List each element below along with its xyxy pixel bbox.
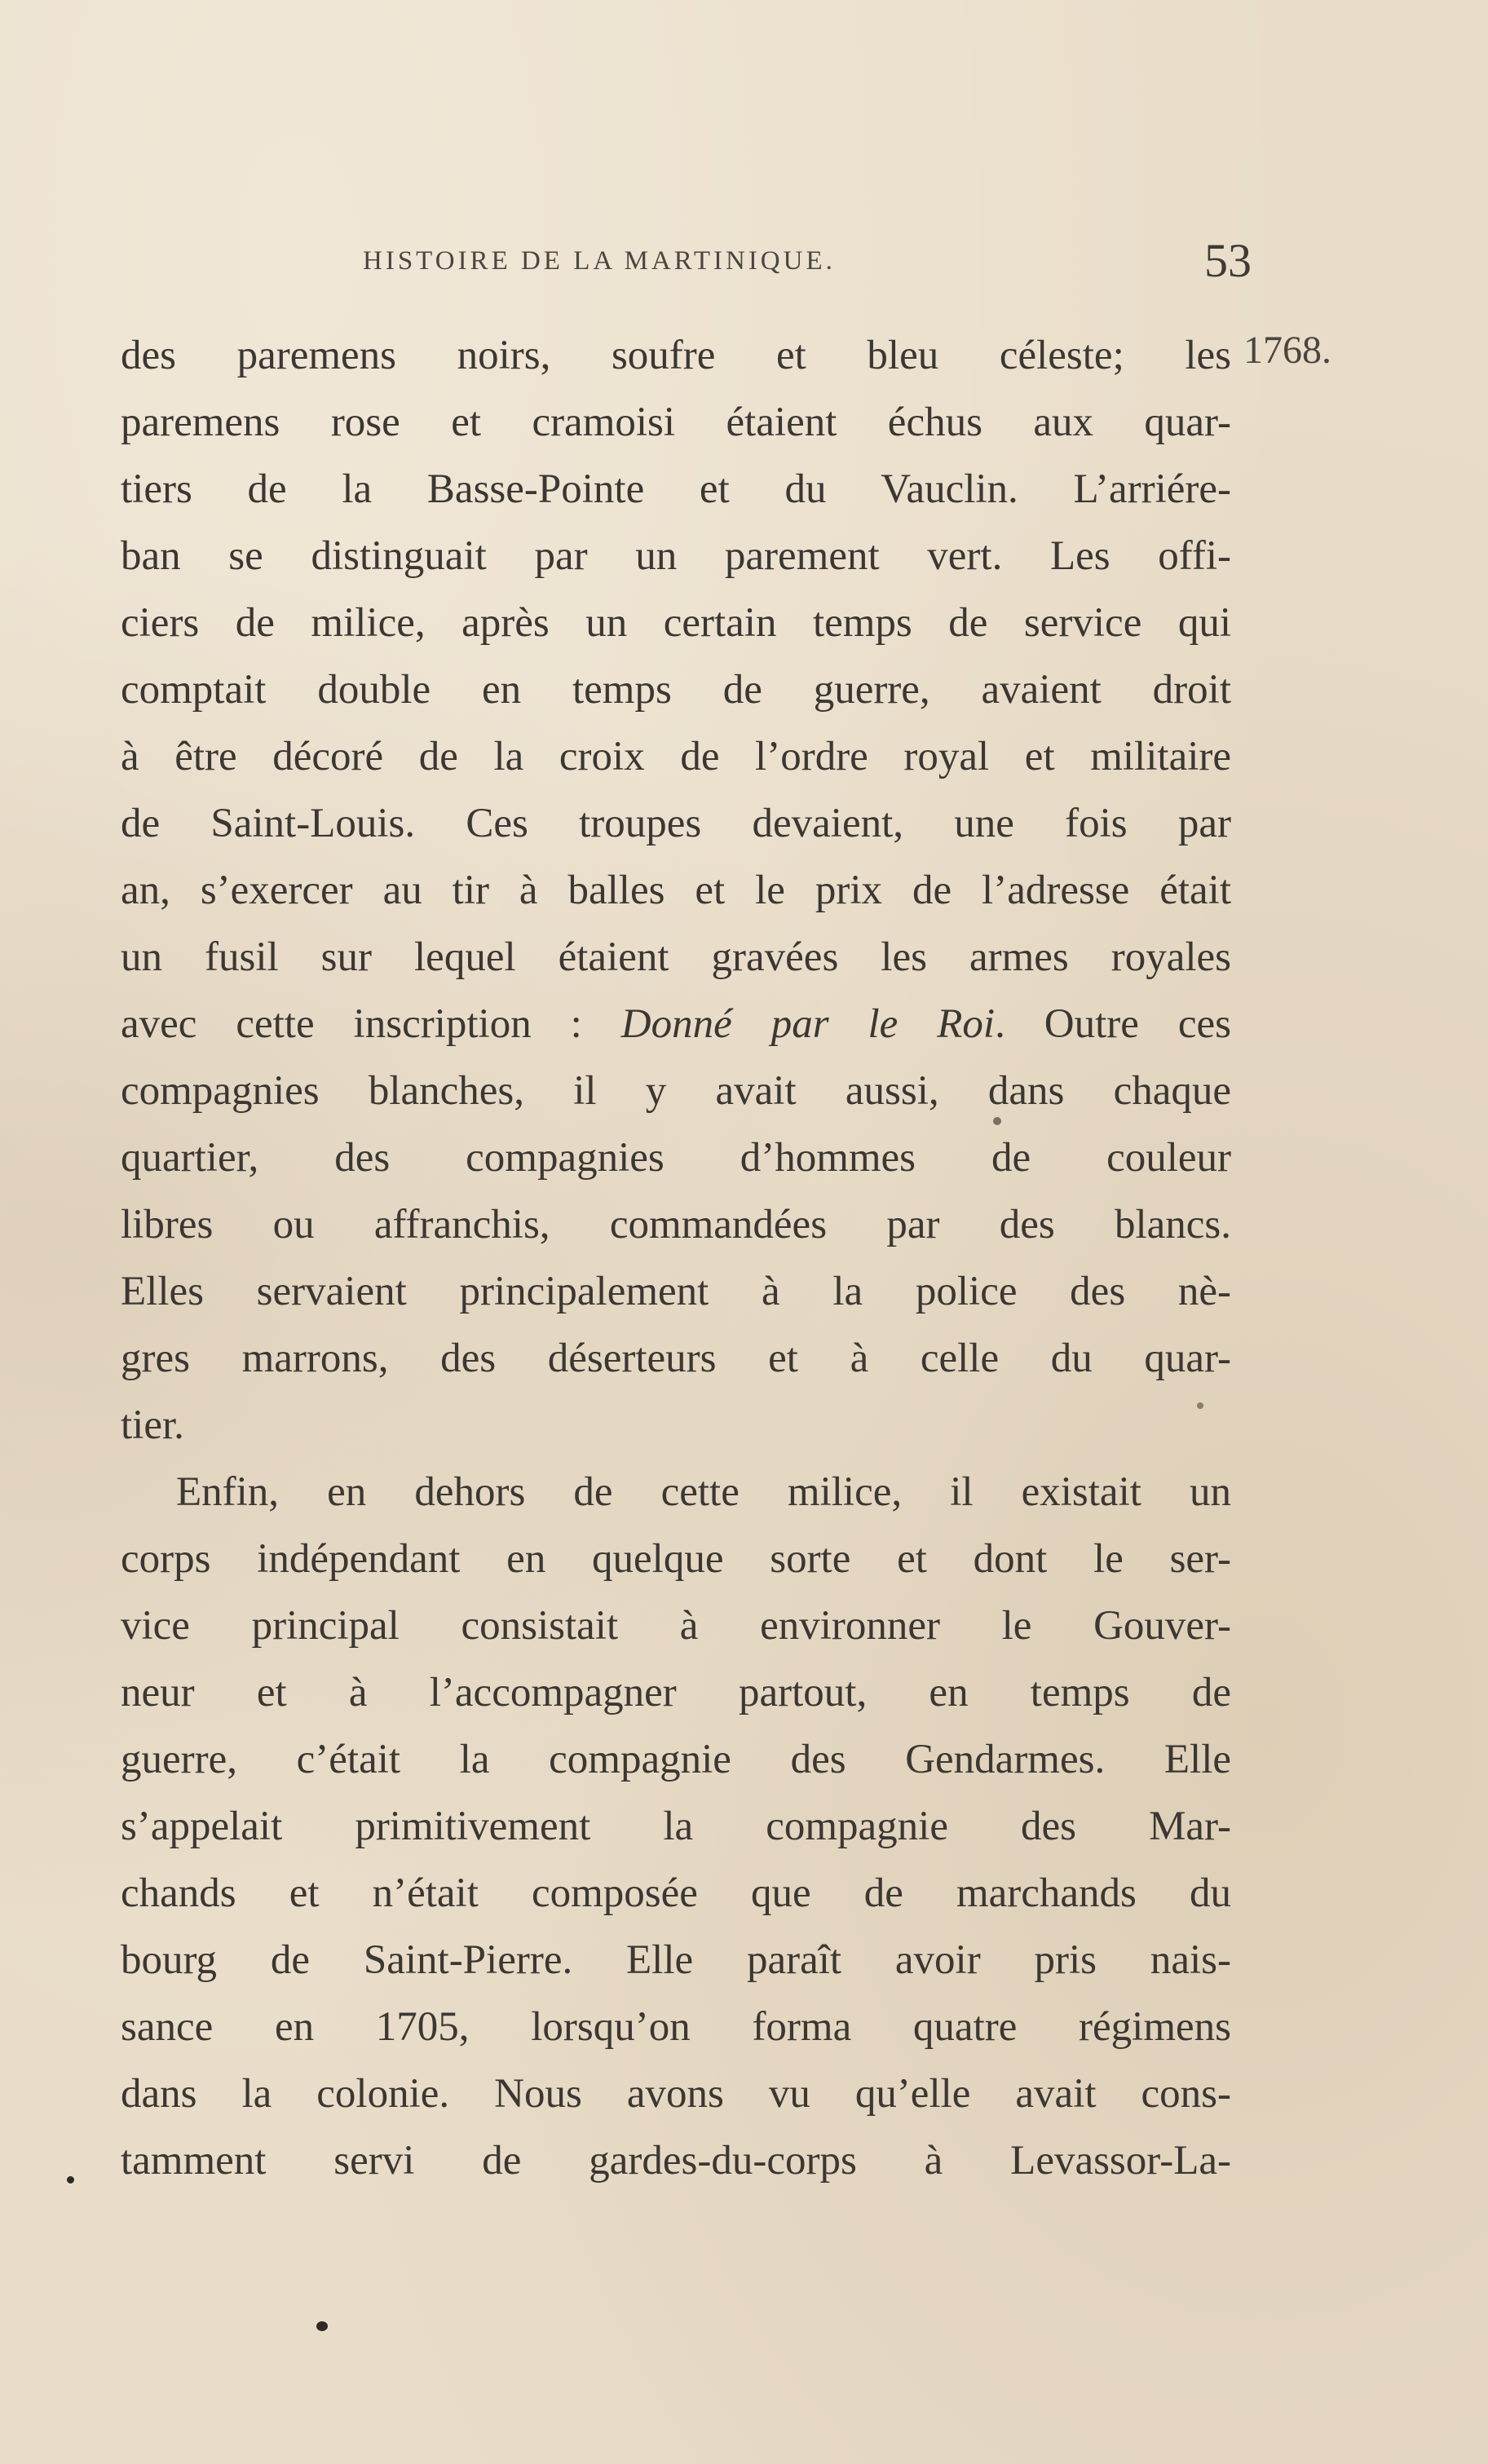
text-line: tier. <box>121 1402 184 1448</box>
inscription-italic: Donné par le Roi <box>620 1001 996 1047</box>
inscription-lead: avec cette inscription : <box>121 1001 621 1047</box>
text-line: ban se distinguait par un parement vert. Les offi- <box>121 533 1231 579</box>
text-line: des paremens noirs, soufre et bleu céleste; les <box>121 333 1231 378</box>
text-line: paremens rose et cramoisi étaient échus aux quar- <box>121 400 1231 445</box>
text-line: guerre, c’était la compagnie des Gendarmes. Elle <box>121 1737 1231 1782</box>
text-line: tiers de la Basse-Pointe et du Vauclin. L’arriére- <box>121 466 1231 512</box>
text-line: Elles servaient principalement à la police des nè- <box>121 1269 1231 1314</box>
text-line: s’appelait primitivement la compagnie des Mar- <box>121 1804 1231 1849</box>
text-line: sance en 1705, lorsqu’on forma quatre régimens <box>121 2004 1231 2050</box>
text-line: ciers de milice, après un certain temps de service qui <box>121 600 1231 646</box>
text-line: vice principal consistait à environner le Gouver- <box>121 1603 1231 1649</box>
text-line: Enfin, en dehors de cette milice, il existait un <box>176 1469 1231 1515</box>
paper-speck <box>1197 1402 1203 1409</box>
text-line: quartier, des compagnies d’hommes de couleur <box>121 1135 1231 1181</box>
inscription-tail: . Outre ces <box>995 1001 1231 1047</box>
text-line: tamment servi de gardes-du-corps à Levassor-La- <box>121 2138 1231 2184</box>
text-line: un fusil sur lequel étaient gravées les armes royales <box>121 934 1231 980</box>
paper-speck <box>316 2321 328 2331</box>
text-line: dans la colonie. Nous avons vu qu’elle avait cons- <box>121 2071 1231 2117</box>
body-text <box>121 322 1231 2194</box>
paper-speck <box>993 1117 1001 1125</box>
text-line: corps indépendant en quelque sorte et dont le ser- <box>121 1536 1231 1582</box>
marginal-year-note: 1768. <box>1243 329 1331 372</box>
text-line: an, s’exercer au tir à balles et le prix de l’adresse était <box>121 868 1231 913</box>
running-head <box>363 234 1252 287</box>
text-line: gres marrons, des déserteurs et à celle du quar- <box>121 1336 1231 1381</box>
running-title: HISTOIRE DE LA MARTINIQUE. <box>363 246 836 276</box>
text-line: comptait double en temps de guerre, avaient droit <box>121 667 1231 713</box>
text-line: compagnies blanches, il y avait aussi, dans chaque <box>121 1068 1231 1114</box>
text-line: à être décoré de la croix de l’ordre royal et militaire <box>121 734 1231 779</box>
text-line: bourg de Saint-Pierre. Elle paraît avoir pris nais- <box>121 1937 1231 1983</box>
text-line: de Saint-Louis. Ces troupes devaient, une fois par <box>121 801 1231 846</box>
inscription-line <box>121 991 1231 1058</box>
text-line: libres ou affranchis, commandées par des blancs. <box>121 1202 1231 1247</box>
paper-speck <box>67 2176 74 2184</box>
text-line: chands et n’était composée que de marchands du <box>121 1870 1231 1916</box>
page-number: 53 <box>1204 234 1252 287</box>
text-line: neur et à l’accompagner partout, en temps de <box>121 1670 1231 1716</box>
